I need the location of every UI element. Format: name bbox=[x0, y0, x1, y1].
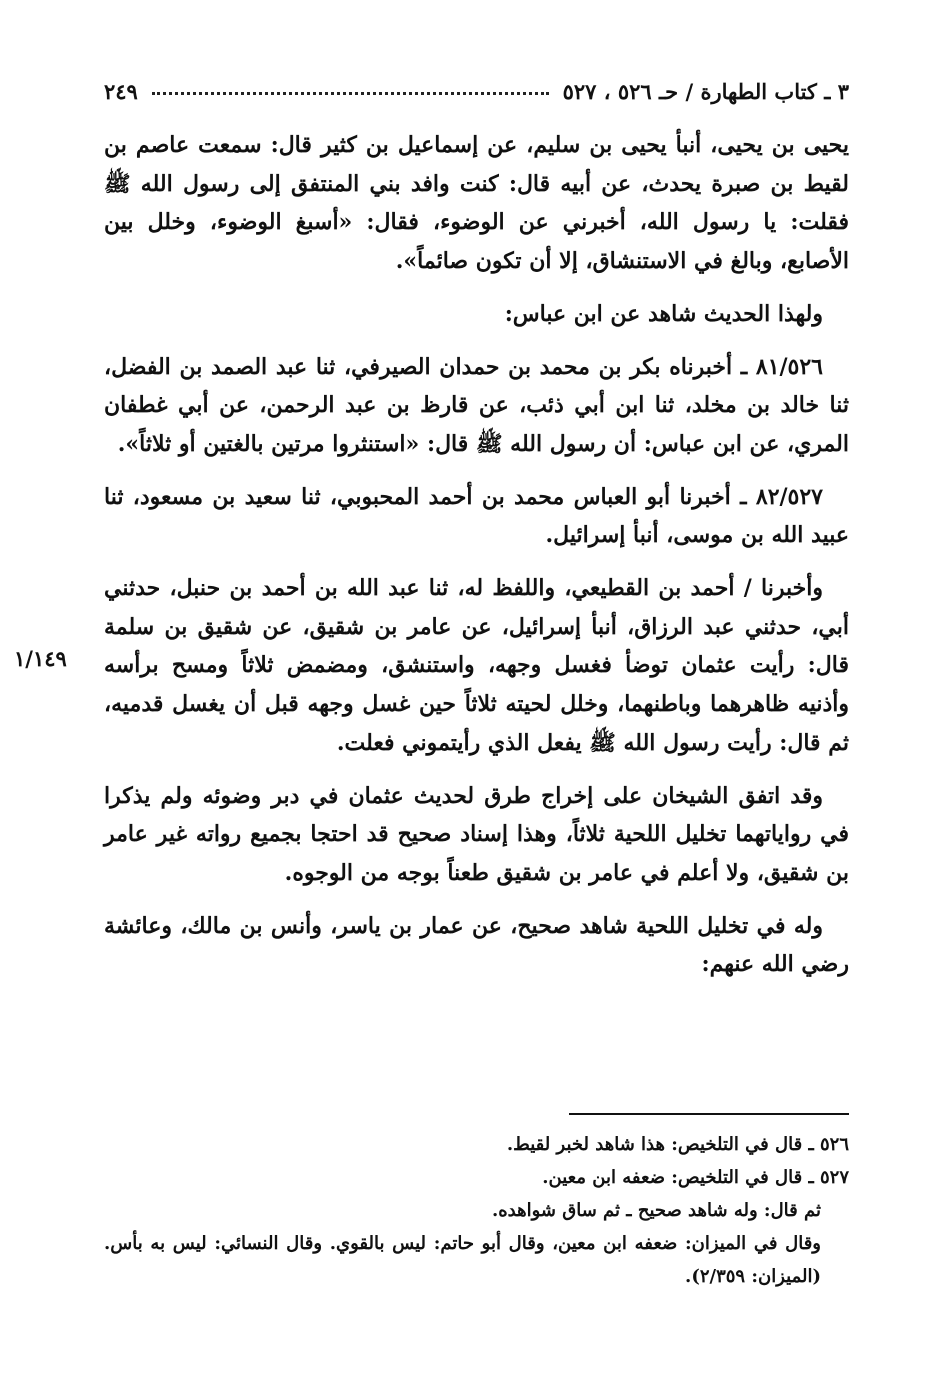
paragraph: وقد اتفق الشيخان على إخراج طرق لحديث عثمان في دبر وضوئه ولم يذكرا في رواياتهما تخليل اللحية ثلاثاً، وهذا إسناد صحيح قد احتجا بجميع رواته غير عامر بن شقيق، ولا أعلم في عامر بن شقيق طعناً بوجه من الوجوه. bbox=[104, 782, 849, 886]
paragraph: وله في تخليل اللحية شاهد صحيح، عن عمار بن ياسر، وأنس بن مالك، وعائشة رضي الله عنهم: bbox=[104, 912, 849, 978]
header-dot-leader bbox=[152, 88, 549, 95]
footnote: ٥٢٦ ـ قال في التلخيص: هذا شاهد لخبر لقيط. bbox=[506, 1134, 849, 1155]
footnote: وقال في الميزان: ضعفه ابن معين، وقال أبو حاتم: ليس بالقوي. وقال النسائي: ليس به بأس. (الميزان: ٢/٣٥٩). bbox=[104, 1233, 821, 1287]
manuscript-margin-reference: ١/١٤٩ bbox=[14, 646, 67, 671]
main-text bbox=[104, 126, 849, 998]
footnote-divider bbox=[569, 1113, 849, 1115]
hadith-paragraph: ٨١/٥٢٦ ـ أخبرناه بكر بن محمد بن حمدان الصيرفي، ثنا عبد الصمد بن الفضل، ثنا خالد بن مخلد، ثنا ابن أبي ذئب، عن قارظ بن عبد الرحمن، عن أبي غطفان المري، عن ابن عباس: أن رسول الله ﷺ قال: «استنثروا مرتين بالغتين أو ثلاثاً». bbox=[104, 353, 849, 457]
paragraph: وأخبرنا / أحمد بن القطيعي، واللفظ له، ثنا عبد الله بن أحمد بن حنبل، حدثني أبي، حدثني عبد الرزاق، أنبأ إسرائيل، عن عامر بن شقيق، عن شقيق بن سلمة قال: رأيت عثمان توضأ فغسل وجهه، واستنشق، ومضمض ثلاثاً ومسح برأسه وأذنيه ظاهرهما وباطنهما، وخلل لحيته ثلاثاً حين غسل وجهه قبل أن يغسل قدميه، ثم قال: رأيت رسول الله ﷺ يفعل الذي رأيتموني فعلت. bbox=[104, 575, 849, 756]
running-header bbox=[104, 72, 849, 110]
footnotes bbox=[104, 1128, 849, 1293]
page-number: ٢٤٩ bbox=[104, 78, 138, 104]
running-title: ٣ ـ كتاب الطهارة / حـ ٥٢٦ ، ٥٢٧ bbox=[562, 78, 849, 104]
hadith-paragraph: ٨٢/٥٢٧ ـ أخبرنا أبو العباس محمد بن أحمد المحبوبي، ثنا سعيد بن مسعود، ثنا عبيد الله بن موسى، أنبأ إسرائيل. bbox=[104, 483, 849, 549]
paragraph: ولهذا الحديث شاهد عن ابن عباس: bbox=[504, 300, 823, 327]
footnote: ثم قال: وله شاهد صحيح ـ ثم ساق شواهده. bbox=[491, 1200, 821, 1221]
footnote: ٥٢٧ ـ قال في التلخيص: ضعفه ابن معين. bbox=[542, 1167, 849, 1188]
paragraph: يحيى بن يحيى، أنبأ يحيى بن سليم، عن إسماعيل بن كثير قال: سمعت عاصم بن لقيط بن صبرة يحدث، عن أبيه قال: كنت وافد بني المنتفق إلى رسول الله ﷺ فقلت: يا رسول الله، أخبرني عن الوضوء، فقال: «أسبغ الوضوء، وخلل بين الأصابع، وبالغ في الاستنشاق، إلا أن تكون صائماً». bbox=[104, 132, 849, 275]
